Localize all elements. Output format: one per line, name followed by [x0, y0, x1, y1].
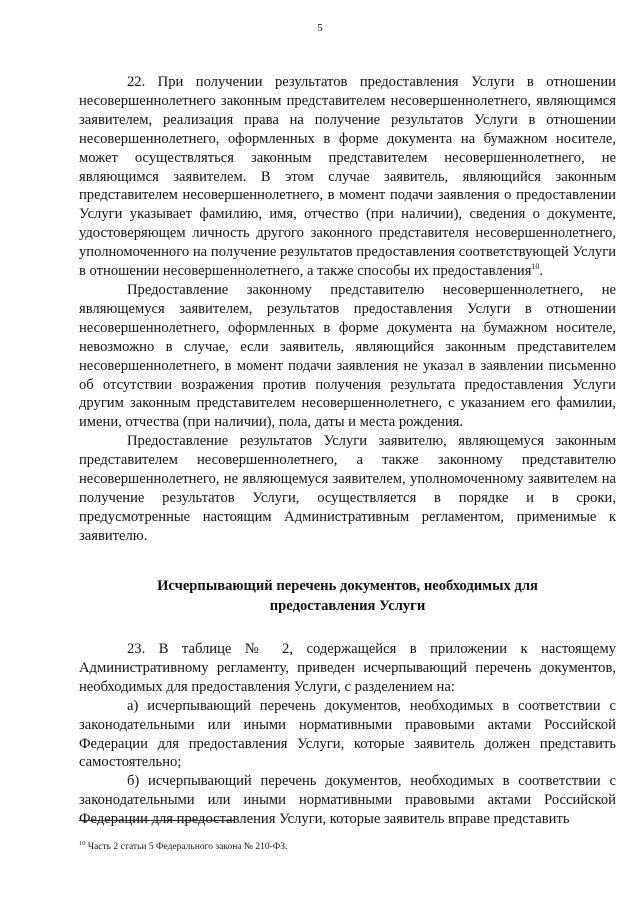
footnote-number: 10	[79, 840, 86, 847]
list-item-b: б) исчерпывающий перечень документов, необходимых в соответствии с законодательными или иными нормативными правовыми актами Российской Федерации для предоставления Услуги, которые заявитель вправе представить	[79, 773, 616, 828]
footnote-divider	[79, 820, 234, 821]
list-item-a: а) исчерпывающий перечень документов, необходимых в соответствии с законодательными или иными нормативными правовыми актами Российской Федерации для предоставления Услуги, которые заявитель должен представить самостоятельно;	[79, 697, 616, 771]
paragraph-22-1-text: 22. При получении результатов предоставления Услуги в отношении несовершеннолетнего законным представителем несовершеннолетнего, являющимся заявителем, реализация права на получение результатов Услуги в отношении несовершеннолетнего, оформленных в форме документа на бумажном носителе, может осуществляться законным представителем несовершеннолетнего, не являющимся заявителем. В этом случае заявитель, являющийся законным представителем несовершеннолетнего, в момент подачи заявления о предоставлении Услуги указывает фамилию, имя, отчество (при наличии), сведения о документе, удостоверяющем личность другого законного представителя несовершеннолетнего, уполномоченного на получение результатов предоставления соответствующей Услуги в отношении несовершеннолетнего, а также способы их предоставления	[79, 74, 616, 280]
section-heading	[79, 577, 616, 616]
footnote-text: Часть 2 статьи 5 Федерального закона № 210-ФЗ.	[85, 842, 288, 853]
paragraph-22-3: Предоставление результатов Услуги заявителю, являющемуся законным представителем несовершеннолетнего, а также законному представителю несовершеннолетнего, не являющемуся заявителем, уполномоченному заявителем на получение результатов Услуги, осуществляется в порядке и в сроки, предусмотренные настоящим Административным регламентом, применимые к заявителю.	[79, 433, 616, 544]
section-heading-line-1: Исчерпывающий перечень документов, необходимых для	[157, 578, 538, 594]
paragraph-22-1-end: .	[539, 263, 544, 280]
section-22	[79, 73, 616, 546]
footnote-reference: 10	[531, 262, 540, 272]
page-number: 5	[317, 22, 323, 34]
paragraph-22-2: Предоставление законному представителю несовершеннолетнего, не являющемуся заявителем, результатов предоставления Услуги в отношении несовершеннолетнего, оформленных в форме документа на бумажном носителе, невозможно в случае, если заявитель, являющийся законным представителем несовершеннолетнего, в момент подачи заявления не указал в заявлении письменно об отсутствии возражения против получения результата предоставления Услуги другим законным представителем несовершеннолетнего, с указанием его фамилии, имени, отчества (при наличии), пола, даты и места рождения.	[79, 281, 616, 431]
section-23	[79, 640, 616, 829]
paragraph-22-1	[79, 73, 616, 281]
section-heading-line-2: предоставления Услуги	[269, 597, 426, 614]
paragraph-23-1: 23. В таблице № 2, содержащейся в приложении к настоящему Административному регламенту, приведен исчерпывающий перечень документов, необходимых для предоставления Услуги, с разделением на:	[79, 641, 616, 695]
footnote	[79, 838, 616, 853]
